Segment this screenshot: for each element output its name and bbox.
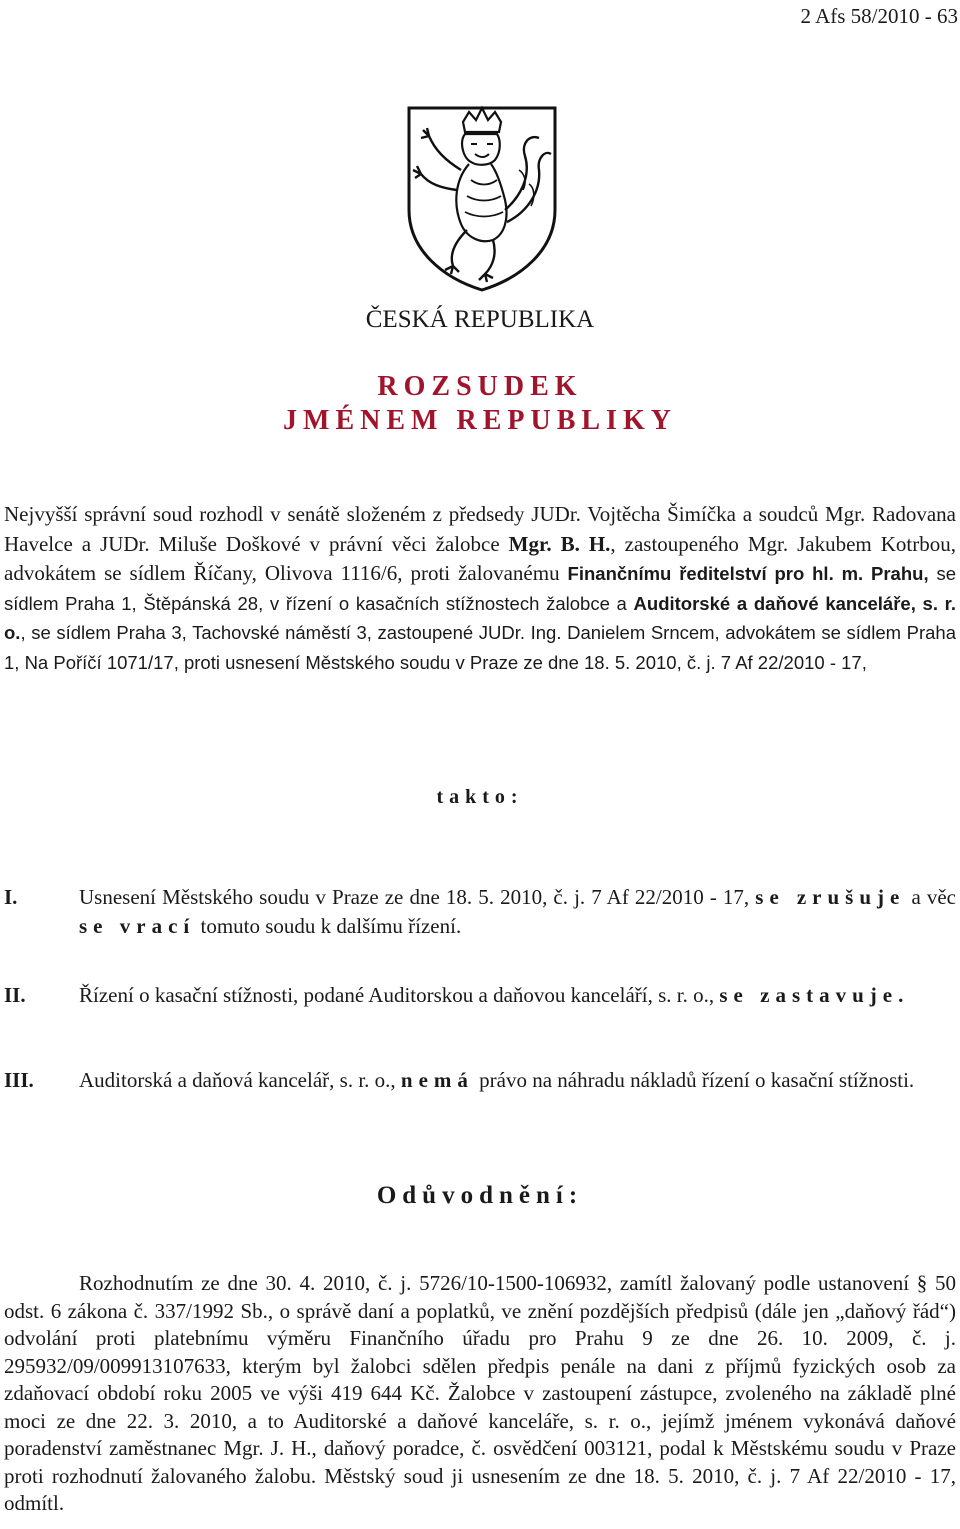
intro-text-1: Nejvyšší správní soud rozhodl v senátě složeném z předsedy JUDr. Vojtěcha Šimíčka a soudců Mgr. Radovana Havelce a JUDr. Miluše Doškové v právní věci žalobce: [4, 502, 956, 556]
ruling-number: III.: [4, 1068, 34, 1092]
paragraph-sign: §: [916, 1271, 928, 1295]
country-name: ČESKÁ REPUBLIKA: [365, 306, 595, 333]
intro-text-2: , zastoupeného Mgr. Jakubem Kotrbou, advokátem se sídlem Říčany, Olivova 1116/6, proti žalovanému: [4, 531, 956, 585]
ruling-number: I.: [4, 885, 18, 909]
ruling-text: a věc: [905, 885, 957, 909]
reasoning-heading: Odůvodnění:: [376, 1182, 584, 1209]
case-number: 2 Afs 58/2010 - 63: [800, 4, 958, 28]
verdict-heading: [0, 370, 960, 438]
intro-paragraph: [4, 500, 956, 677]
firm-name: Auditorské a daňové kanceláře, s. r. o.: [4, 592, 956, 643]
ruling-text: tomuto soudu k dalšímu řízení.: [195, 914, 462, 938]
ruling-spaced-text: se zrušuje: [755, 885, 906, 909]
reasoning-text-2: 50 odst. 6 zákona č. 337/1992 Sb., o správě daní a poplatků, ve znění pozdějších předpisů (dále jen „daňový řád“) odvolání proti platebnímu výměru Finančního úřadu pro Prahu 9 ze dne 26. 10. 2009, č. j. 295932/09/009913107633, kterým byl žalobci sdělen předpis penále na dani z příjmů fyzických osob za zdaňovací období roku 2005 ve výši 419 644 Kč. Žalobce v zastoupení zástupce, zvoleného na základě plné moci ze dne 22. 3. 2010, a to Auditorské a daňové kanceláře, s. r. o., jejímž jménem vykonává daňové poradenství zaměstnanec Mgr. J. H., daňový poradce, č. osvědčení 003121, podal k Městskému soudu v Praze proti rozhodnutí žalovaného žalobu. Městský soud ji usnesením ze dne 18. 5. 2010, č. j. 7 Af 22/2010 - 17, odmítl.: [4, 1271, 957, 1515]
ruling-spaced-text: nemá: [400, 1068, 474, 1092]
plaintiff-name: Mgr. B. H.: [508, 531, 611, 556]
ruling-item-1: [4, 883, 956, 941]
ruling-text: Usnesení Městského soudu v Praze ze dne 18. 5. 2010, č. j. 7 Af 22/2010 - 17,: [79, 885, 756, 909]
ruling-item-3: [4, 1066, 956, 1095]
ruling-item-2: [4, 981, 956, 1010]
reasoning-paragraph: [4, 1270, 956, 1518]
reasoning-text-1: Rozhodnutím ze dne 30. 4. 2010, č. j. 5726/10-1500-106932, zamítl žalovaný podle ustanovení: [79, 1271, 917, 1295]
verdict-line-2: JMÉNEM REPUBLIKY: [283, 405, 677, 436]
ruling-spaced-text: se vrací: [79, 914, 196, 938]
ruling-number: II.: [4, 983, 26, 1007]
ruling-text: Auditorská a daňová kancelář, s. r. o.,: [79, 1068, 401, 1092]
takto-heading: takto:: [436, 786, 524, 808]
intro-text-3: se sídlem Praha 1, Štěpánská 28, v řízení o kasačních stížnostech žalobce a: [4, 563, 956, 614]
intro-text-4: , se sídlem Praha 3, Tachovské náměstí 3, zastoupené JUDr. Ing. Danielem Srncem, advokátem se sídlem Praha 1, Na Poříčí 1071/17, proti usnesení Městského soudu v Praze ze dne 18. 5. 2010, č. j. 7 Af 22/2010 - 17,: [4, 622, 956, 673]
czech-lion-coat-of-arms-icon: [401, 100, 563, 292]
ruling-spaced-text: se zastavuje.: [719, 983, 910, 1007]
verdict-line-1: ROZSUDEK: [377, 371, 583, 402]
ruling-text: právo na náhradu nákladů řízení o kasační stížnosti.: [473, 1068, 915, 1092]
defendant-name: Finančnímu ředitelství pro hl. m. Prahu,: [567, 563, 929, 584]
ruling-text: Řízení o kasační stížnosti, podané Auditorskou a daňovou kanceláří, s. r. o.,: [79, 983, 720, 1007]
reasoning-body: [4, 1270, 956, 1518]
